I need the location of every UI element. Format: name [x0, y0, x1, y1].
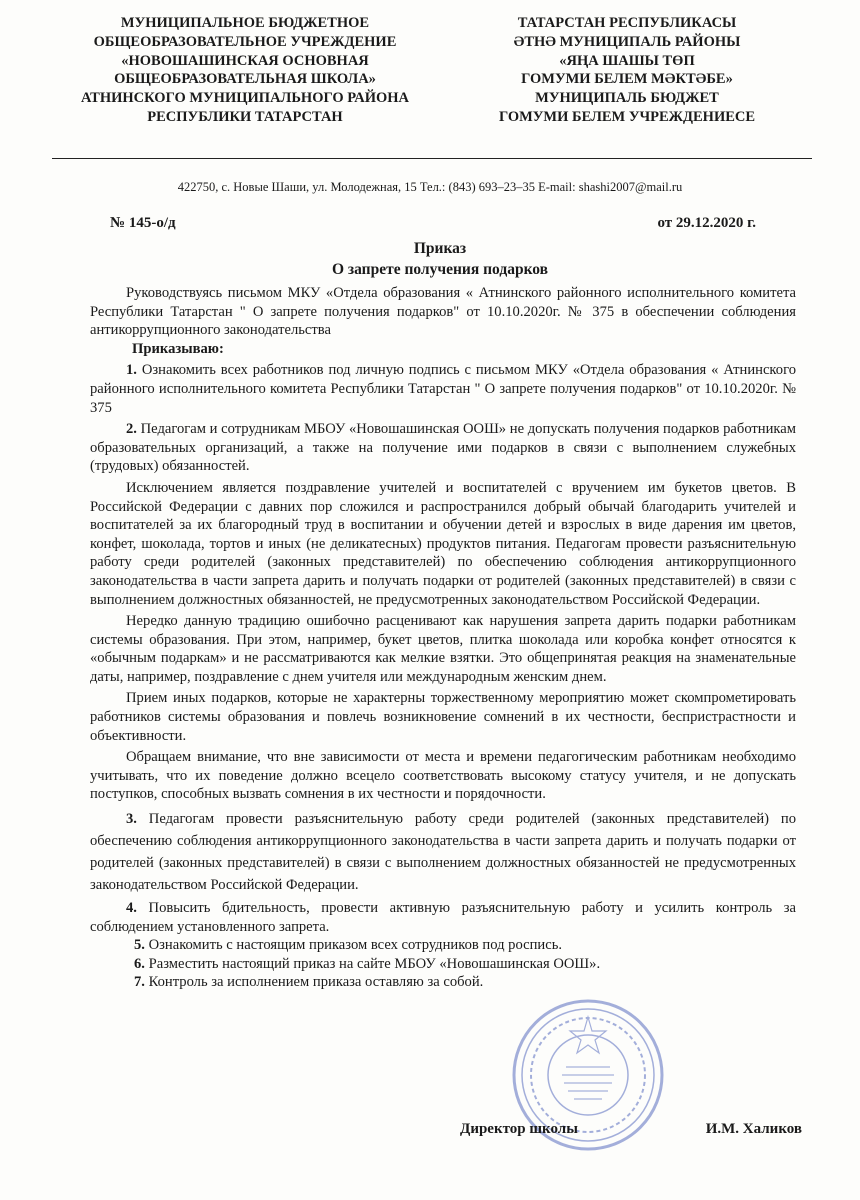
item-text: Ознакомить с настоящим приказом всех сотрудников под роспись.: [144, 937, 563, 954]
header-right-line: «ЯҢА ШАШЫ ТӨП: [559, 52, 695, 69]
document-title: Приказ: [413, 240, 467, 257]
paragraph-exception: Исключением является поздравление учителей и воспитателей с вручением им букетов цветов. В Российской Федерации с давних пор сложился и распространился добрый обычай благодарить учителей и воспитателей за их благородный труд в воспитании и обучении детей и взрослых в виде дарения им цветов, конфет, шоколада, тортов и иных (не деликатесных) продуктов питания. Педагогам провести разъяснительную работу среди родителей (законных представителей) по обеспечению соблюдения антикоррупционного законодательства в части запрета дарить и получать подарки от родителей (законных представителей) в связи с выполнением должностных обязанностей, не предусмотренных законодательством Российской Федерации.: [90, 479, 796, 608]
order-item-2: [90, 420, 796, 476]
header-right-line: МУНИЦИПАЛЬ БЮДЖЕТ: [535, 90, 719, 107]
item-text: Педагогам провести разъяснительную работу среди родителей (законных представителей) по обеспечению соблюдения антикоррупционного законодательства в части запрета дарить и получать подарки от родителей (законных представителей) в связи с выполнением должностных обязанностей не предусмотренных законодательством Российской Федерации.: [90, 811, 796, 894]
order-date: от 29.12.2020 г.: [657, 215, 756, 231]
item-number: 6.: [134, 955, 145, 972]
signature-name: И.М. Халиков: [705, 1121, 802, 1137]
item-text: Повысить бдительность, провести активную разъяснительную работу и усилить контроль за соблюдением установленного запрета.: [90, 900, 796, 935]
order-item-3: [90, 808, 796, 896]
header-right-tatar: [462, 14, 792, 127]
order-item-7: [90, 973, 796, 992]
order-item-5: [90, 936, 796, 955]
order-item-1: [90, 361, 796, 417]
item-number: 1.: [126, 362, 137, 379]
order-number: № 145-о/д: [110, 215, 176, 231]
item-number: 5.: [134, 937, 145, 954]
paragraph-tradition: Нередко данную традицию ошибочно расценивают как нарушения запрета дарить подарки работникам системы образования. При этом, например, букет цветов, плитка шоколада или коробка конфет относятся к «обычным подаркам» и не рассматриваются как мелкие взятки. Это общепринятая реакция на знаменательные даты, например, поздравление с днем учителя или международным женским днем.: [90, 613, 796, 685]
header-right-line: ГОМУМИ БЕЛЕМ МӘКТӘБЕ»: [521, 71, 733, 88]
item-text: Педагогам и сотрудникам МБОУ «Новошашинская ООШ» не допускать получения подарков работникам образовательных организаций, а также на получение ими подарков в связи с выполнением служебных (трудовых) обязанностей.: [90, 421, 796, 475]
header-divider: [52, 158, 812, 159]
document-body: [90, 284, 796, 992]
order-item-4: [90, 899, 796, 936]
header-left-line: ОБЩЕОБРАЗОВАТЕЛЬНАЯ ШКОЛА»: [114, 71, 376, 88]
header-left-line: МУНИЦИПАЛЬНОЕ БЮДЖЕТНОЕ: [120, 15, 370, 31]
header-right-line: ТАТАРСТАН РЕСПУБЛИКАСЫ: [517, 15, 737, 31]
item-text: Разместить настоящий приказ на сайте МБОУ «Новошашинская ООШ».: [144, 955, 601, 972]
header-left-line: ОБЩЕОБРАЗОВАТЕЛЬНОЕ УЧРЕЖДЕНИЕ: [93, 33, 397, 50]
item-number: 2.: [126, 421, 137, 438]
signature-title: Директор школы: [460, 1121, 578, 1137]
item-number: 4.: [126, 900, 137, 917]
intro-paragraph: Руководствуясь письмом МКУ «Отдела образования « Атнинского районного исполнительного комитета Республики Татарстан " О запрете получения подарков" от 10.10.2020г. № 375 в обеспечении соблюдения антикоррупционного законодательства: [90, 285, 796, 339]
header-right-line: ӘТНӘ МУНИЦИПАЛЬ РАЙОНЫ: [513, 33, 741, 50]
paragraph-attention: Обращаем внимание, что вне зависимости от места и времени педагогическим работникам необходимо учитывать, что их поведение должно всецело соответствовать высокому статусу учителя, и не допускать поступков, способных вызвать сомнения в их честности и порядочности.: [90, 749, 796, 803]
order-item-6: [90, 955, 796, 974]
item-number: 3.: [126, 811, 137, 828]
item-text: Контроль за исполнением приказа оставляю за собой.: [144, 974, 484, 991]
paragraph-other-gifts: Прием иных подарков, которые не характерны торжественному мероприятию может скомпрометировать работников системы образования и повлечь возникновение сомнений в их честности, беспристрастности и объективности.: [90, 690, 796, 744]
header-right-line: ГОМУМИ БЕЛЕМ УЧРЕЖДЕНИЕСЕ: [498, 108, 756, 125]
item-number: 7.: [134, 974, 145, 991]
header-left-line: АТНИНСКОГО МУНИЦИПАЛЬНОГО РАЙОНА: [80, 90, 410, 107]
orders-label: Приказываю:: [132, 340, 224, 357]
item-text: Ознакомить всех работников под личную подпись с письмом МКУ «Отдела образования « Атнинского районного исполнительного комитета Республики Татарстан " О запрете получения подарков" от 10.10.2020г. № 375: [90, 362, 796, 416]
header-left-line: «НОВОШАШИНСКАЯ ОСНОВНАЯ: [121, 52, 369, 69]
contact-line: 422750, с. Новые Шаши, ул. Молодежная, 15 Тел.: (843) 693–23–35 E-mail: shashi2007@mail.ru: [177, 180, 683, 194]
header-left-line: РЕСПУБЛИКИ ТАТАРСТАН: [147, 108, 343, 125]
document-subject: О запрете получения подарков: [331, 261, 549, 278]
header-left-russian: [55, 14, 435, 127]
